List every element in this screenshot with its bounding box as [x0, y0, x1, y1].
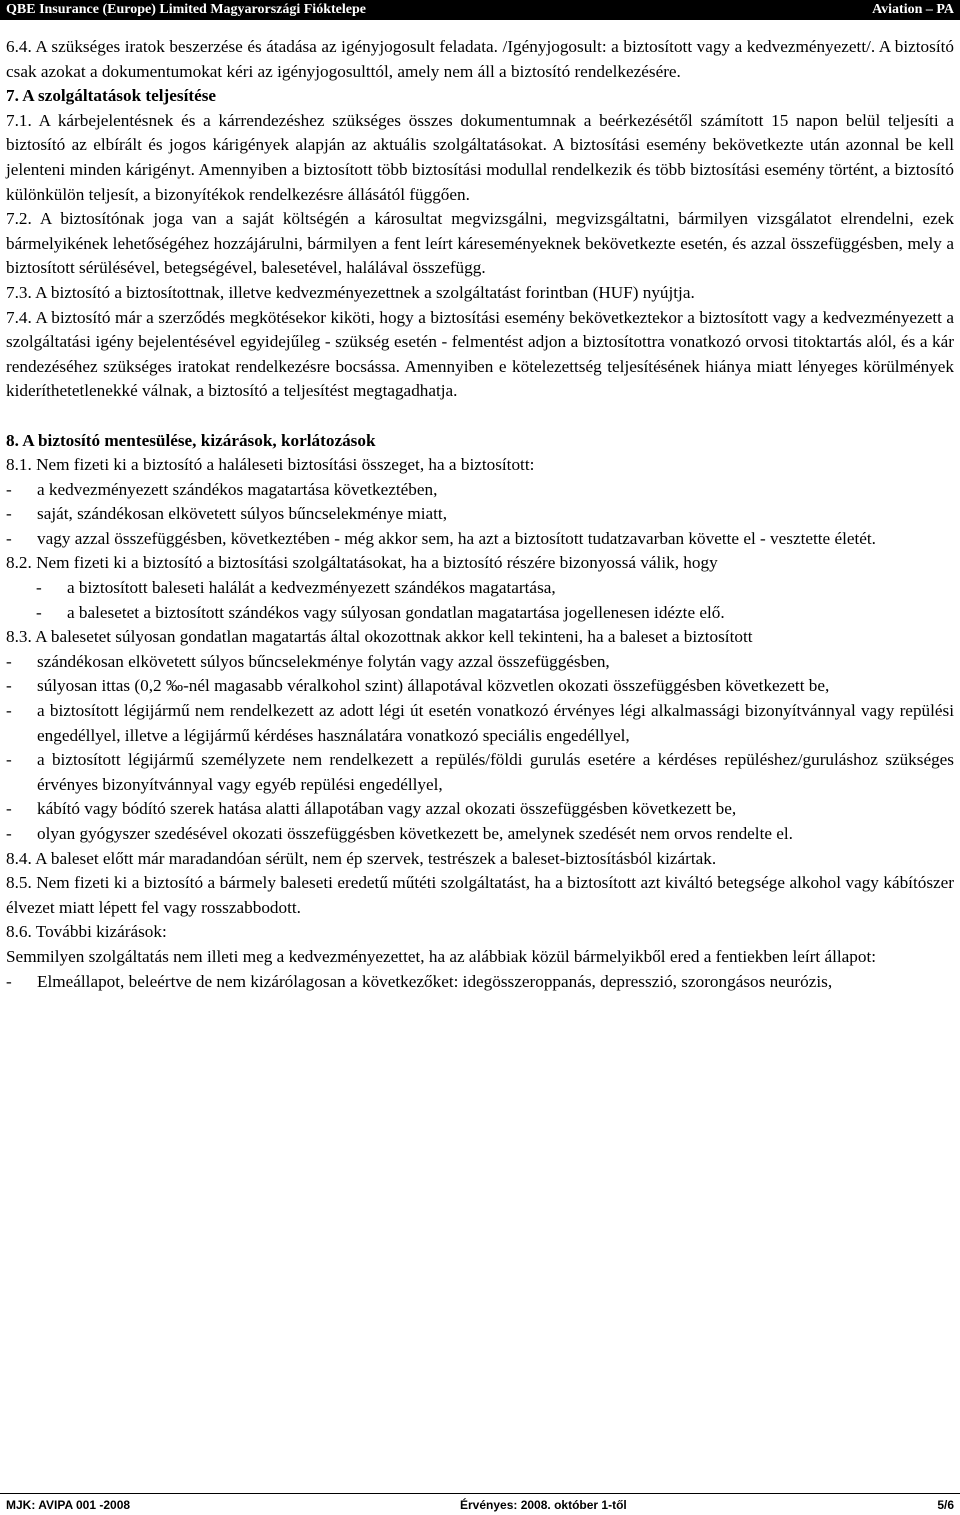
- list-item-text: a biztosított baleseti halálát a kedvezményezett szándékos magatartása,: [67, 578, 556, 598]
- list-dash: -: [6, 528, 12, 548]
- list-item-text: Elmeállapot, beleértve de nem kizárólagosan a következőket: idegösszeroppanás, depresszió, szorongásos neurózis,: [37, 971, 833, 991]
- list-item-8-2-a: [6, 576, 954, 601]
- header-product-name: Aviation – PA: [872, 2, 954, 17]
- list-dash: -: [6, 651, 12, 671]
- list-item-8-1-a: [6, 478, 954, 503]
- list-item-8-3-a: [6, 650, 954, 675]
- section-8-5: 8.5. Nem fizeti ki a biztosító a bármely baleseti eredetű műtéti szolgáltatást, ha a biztosított azt kiváltó betegsége alkohol vagy kábítószer élvezet miatt lépett fel vagy rosszabbodott.: [6, 873, 954, 917]
- page-footer: [0, 1493, 960, 1514]
- list-item-text: kábító vagy bódító szerek hatása alatti állapotában vagy azzal okozati összefüggésben következett be,: [37, 799, 737, 819]
- list-item-8-3-f: [6, 822, 954, 847]
- section-8-6: 8.6. További kizárások:: [6, 922, 167, 942]
- page-header: [0, 0, 960, 20]
- list-dash: -: [6, 971, 12, 991]
- list-item-text: a kedvezményezett szándékos magatartása következtében,: [37, 479, 438, 499]
- section-7-1: 7.1. A kárbejelentésnek és a kárrendezéshez szükséges összes dokumentumnak a beérkezésétől számított 15 napon belül teljesíti a biztosító az elbírált és jogos kárigények alapján az aktuális szolgáltatásokat. A biztosítási esemény bekövetkezte után azonnal be kell jelenteni minden kárigényt. Amennyiben a biztosított több biztosítási modullal rendelkezik és több biztosítási esemény történt, a biztosító különkülön teljesít, a bizonyítékok rendelkezésre állásától függően.: [6, 110, 954, 204]
- section-7-2: 7.2. A biztosítónak joga van a saját költségén a károsultat megvizsgálni, megvizsgáltatni, bármilyen vizsgálatot elrendelni, ezek bármelyikének lehetőségéhez hozzájárulni, bármilyen a fent leírt káreseményeknek bekövetkezte esetén, és azzal összefüggésben, mely a biztosított sérülésével, betegségével, balesetével, halálával összefügg.: [6, 209, 954, 278]
- section-8-2: 8.2. Nem fizeti ki a biztosító a biztosítási szolgáltatásokat, ha a biztosító részére bizonyossá válik, hogy: [6, 553, 718, 573]
- list-dash: -: [36, 602, 42, 622]
- list-item-text: a balesetet a biztosított szándékos vagy súlyosan gondatlan magatartása jogellenesen idézte elő.: [67, 602, 725, 622]
- footer-page-number: 5/6: [937, 1498, 954, 1512]
- list-dash: -: [6, 479, 12, 499]
- heading-section-7: 7. A szolgáltatások teljesítése: [6, 86, 217, 106]
- section-8-4: 8.4. A baleset előtt már maradandóan sérült, nem ép szervek, testrészek a baleset-biztosításból kizártak.: [6, 848, 717, 868]
- list-item-text: a biztosított légijármű személyzete nem rendelkezett a repülés/földi gurulás esetére a kérdéses repüléshez/guruláshoz szükséges érvényes bizonyítvánnyal vagy egyéb repülési engedéllyel,: [37, 750, 954, 794]
- header-company-name: QBE Insurance (Europe) Limited Magyarországi Fióktelepe: [6, 2, 366, 17]
- list-dash: -: [36, 578, 42, 598]
- list-dash: -: [6, 750, 12, 770]
- section-7-3: 7.3. A biztosító a biztosítottnak, illetve kedvezményezettnek a szolgáltatást forintban (HUF) nyújtja.: [6, 282, 695, 302]
- paragraph-gap: [6, 404, 954, 429]
- list-item-text: a biztosított légijármű nem rendelkezett az adott légi út esetén vonatkozó érvényes légi alkalmassági bizonyítvánnyal vagy repülési engedéllyel, illetve a légijármű kérdéses használatára vonatkozó speciális engedéllyel,: [37, 701, 954, 745]
- section-6-4: 6.4. A szükséges iratok beszerzése és átadása az igényjogosult feladata. /Igényjogosult: a biztosított vagy a kedvezményezett/. A biztosító csak azokat a dokumentumokat kéri az igényjogosulttól, amely nem áll a biztosító rendelkezésére.: [6, 37, 954, 81]
- list-dash: -: [6, 504, 12, 524]
- list-dash: -: [6, 701, 12, 721]
- list-item-text: vagy azzal összefüggésben, következtében - még akkor sem, ha azt a biztosított tudatzavarban követte el - vesztette életét.: [37, 528, 876, 548]
- list-item-8-3-c: [6, 699, 954, 748]
- footer-document-code: MJK: AVIPA 001 -2008: [6, 1498, 131, 1512]
- document-body: [6, 35, 954, 994]
- list-dash: -: [6, 799, 12, 819]
- list-item-8-6-a: [6, 970, 954, 995]
- list-item-8-1-c: [6, 527, 954, 552]
- list-item-8-3-b: [6, 674, 954, 699]
- section-7-4: 7.4. A biztosító már a szerződés megkötésekor kiköti, hogy a biztosítási esemény bekövetkeztekor a biztosított vagy a kedvezményezett a szolgáltatási igény bejelentésével egyidejűleg - szükség esetén - felmentést adjon a biztosítottra vonatkozó orvosi titoktartás alól, és a kár rendezéséhez szükséges iratokat rendelkezésre bocsássa. Amennyiben e kötelezettség teljesítésének hiánya miatt lényeges körülmények kideríthetetlenekké válnak, a biztosító a teljesítést megtagadhatja.: [6, 307, 954, 401]
- list-dash: -: [6, 824, 12, 843]
- list-dash: -: [6, 676, 12, 696]
- heading-section-8: 8. A biztosító mentesülése, kizárások, korlátozások: [6, 430, 376, 450]
- list-item-text: olyan gyógyszer szedésével okozati összefüggésben következett be, amelynek szedését nem orvos rendelte el.: [37, 824, 793, 843]
- list-item-8-2-b: [6, 601, 954, 626]
- list-item-text: szándékosan elkövetett súlyos bűncselekménye folytán vagy azzal összefüggésben,: [37, 651, 610, 671]
- section-8-3: 8.3. A balesetet súlyosan gondatlan magatartás által okozottnak akkor kell tekinteni, ha a baleset a biztosított: [6, 627, 753, 647]
- footer-valid-from: Érvényes: 2008. október 1-től: [460, 1498, 627, 1512]
- list-item-8-1-b: [6, 502, 954, 527]
- list-item-text: súlyosan ittas (0,2 ‰-nél magasabb véralkohol szint) állapotával közvetlen okozati összefüggésben következett be,: [37, 676, 830, 696]
- list-item-8-3-d: [6, 748, 954, 797]
- list-item-text: saját, szándékosan elkövetett súlyos bűncselekménye miatt,: [37, 504, 447, 524]
- list-item-8-3-e: [6, 797, 954, 822]
- section-8-6-text: Semmilyen szolgáltatás nem illeti meg a kedvezményezettet, ha az alábbiak közül bármelyikből ered a fentiekben leírt állapot:: [6, 946, 877, 966]
- section-8-1: 8.1. Nem fizeti ki a biztosító a haláleseti biztosítási összeget, ha a biztosított:: [6, 455, 535, 475]
